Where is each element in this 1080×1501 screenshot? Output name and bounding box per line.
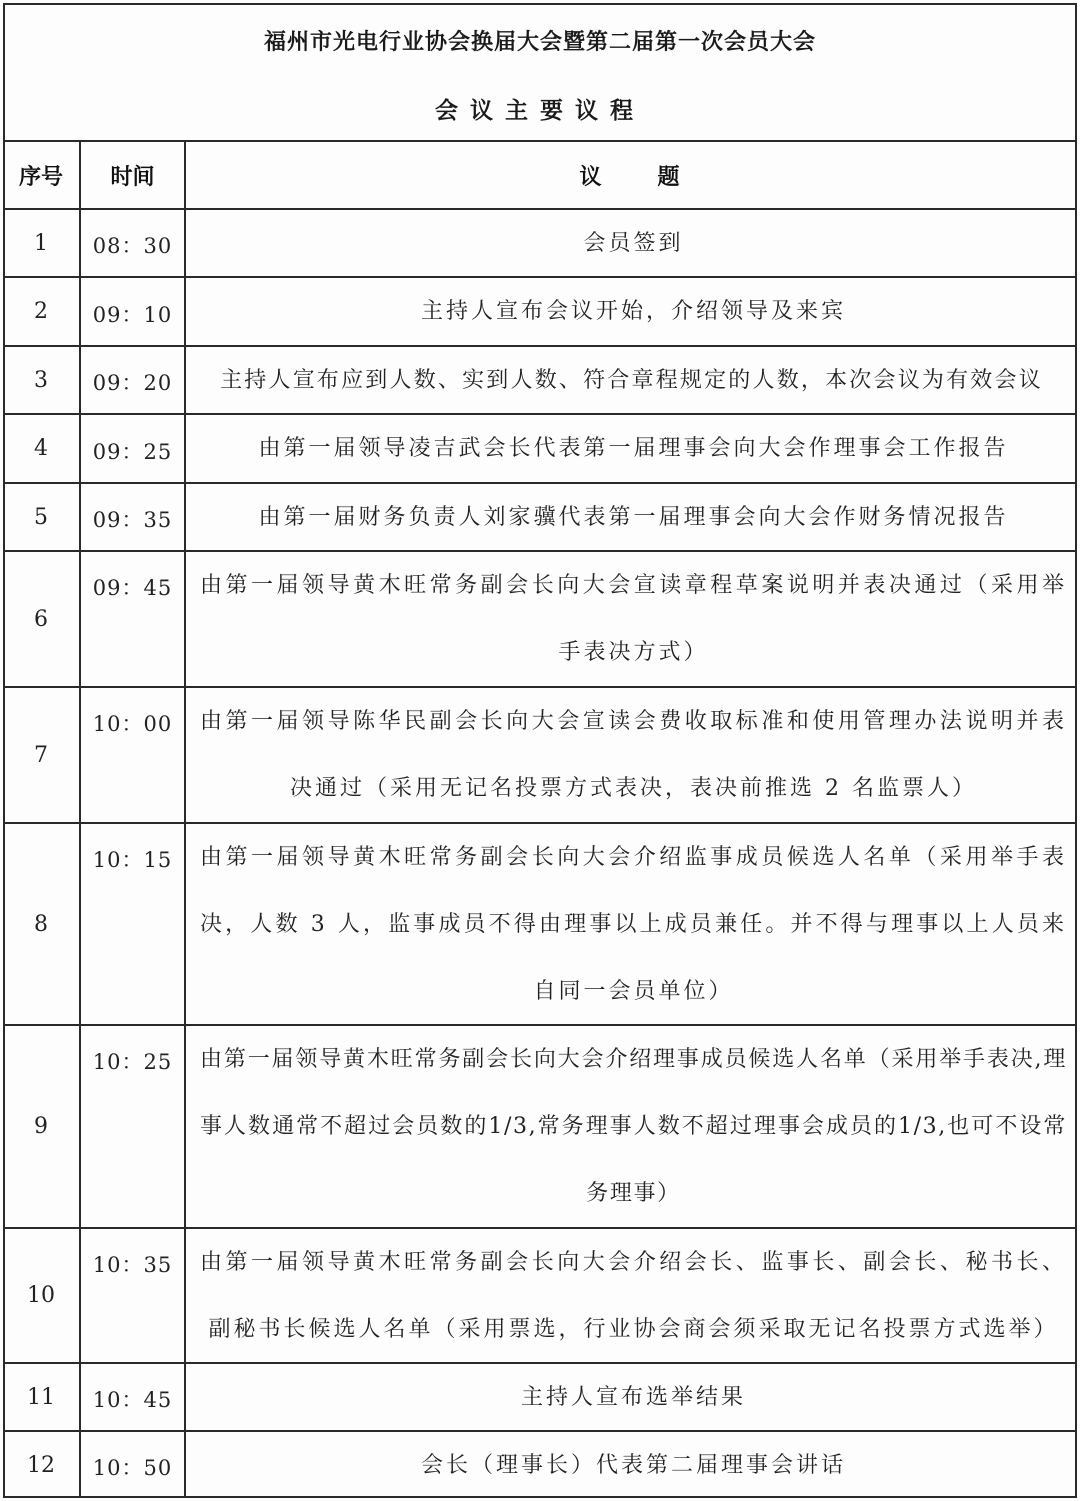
row-time-cell	[81, 210, 186, 276]
table-row	[3, 210, 1077, 278]
row-time: 08：30	[92, 234, 173, 258]
row-topic-cell	[186, 484, 1077, 550]
table-row	[3, 415, 1077, 484]
row-topic-cell	[186, 1026, 1077, 1227]
table-row	[3, 552, 1077, 688]
row-topic: 会长（理事长）代表第二届理事会讲话	[420, 1452, 846, 1478]
table-row	[3, 1432, 1077, 1498]
row-topic-cell	[186, 415, 1077, 482]
row-time-cell	[81, 1229, 186, 1362]
row-no: 12	[3, 1432, 81, 1498]
row-topic: 会员签到	[583, 230, 684, 256]
table-row	[3, 347, 1077, 415]
row-no: 5	[3, 484, 81, 550]
row-no: 4	[3, 415, 81, 482]
row-topic: 由第一届领导陈华民副会长向大会宣读会费收取标准和使用管理办法说明并表决通过（采用无记名投票方式表决，表决前推选 2 名监票人）	[200, 709, 1067, 801]
row-topic: 主持人宣布应到人数、实到人数、符合章程规定的人数，本次会议为有效会议	[220, 367, 1043, 393]
row-no: 3	[3, 347, 81, 413]
document-title: 福州市光电行业协会换届大会暨第二届第一次会员大会	[263, 30, 816, 55]
row-time-cell	[81, 552, 186, 686]
row-time: 09：20	[92, 371, 173, 395]
row-no: 9	[3, 1026, 81, 1227]
row-no: 6	[3, 552, 81, 686]
title-block	[3, 3, 1077, 142]
header-time: 时间	[81, 142, 186, 208]
row-time: 10：45	[92, 1388, 173, 1412]
row-time-cell	[81, 688, 186, 822]
row-topic-cell	[186, 278, 1077, 345]
table-row	[3, 278, 1077, 347]
row-time-cell	[81, 347, 186, 413]
row-topic: 由第一届财务负责人刘家骥代表第一届理事会向大会作财务情况报告	[258, 504, 1009, 530]
row-topic-cell	[186, 1364, 1077, 1430]
table-row	[3, 1026, 1077, 1229]
row-topic-cell	[186, 1229, 1077, 1362]
row-topic-cell	[186, 1432, 1077, 1498]
row-topic-cell	[186, 688, 1077, 822]
header-no: 序号	[3, 142, 81, 208]
row-time: 09：10	[92, 303, 173, 327]
row-time: 09：25	[92, 440, 173, 464]
table-row	[3, 484, 1077, 552]
row-topic: 由第一届领导黄木旺常务副会长向大会介绍理事成员候选人名单（采用举手表决,理事人数通常不超过会员数的1/3,常务理事人数不超过理事会成员的1/3,也可不设常务理事）	[200, 1047, 1067, 1206]
table-row	[3, 1229, 1077, 1364]
table-row	[3, 688, 1077, 824]
row-time: 09：35	[92, 508, 173, 532]
row-no: 10	[3, 1229, 81, 1362]
row-time: 10：15	[92, 848, 173, 872]
row-time-cell	[81, 484, 186, 550]
table-row	[3, 824, 1077, 1026]
document-subtitle: 会议主要议程	[435, 98, 645, 124]
row-no: 1	[3, 210, 81, 276]
row-topic: 由第一届领导凌吉武会长代表第一届理事会向大会作理事会工作报告	[258, 436, 1009, 461]
row-time-cell	[81, 1364, 186, 1430]
row-no: 7	[3, 688, 81, 822]
row-topic: 主持人宣布会议开始，介绍领导及来宾	[420, 299, 846, 324]
row-topic: 由第一届领导黄木旺常务副会长向大会介绍监事成员候选人名单（采用举手表决，人数 3 人，监事成员不得由理事以上成员兼任。并不得与理事以上人员来自同一会员单位）	[200, 844, 1067, 1004]
row-topic-cell	[186, 347, 1077, 413]
row-topic-cell	[186, 552, 1077, 686]
row-time-cell	[81, 1432, 186, 1498]
row-topic: 由第一届领导黄木旺常务副会长向大会介绍会长、监事长、副会长、秘书长、副秘书长候选人名单（采用票选，行业协会商会须采取无记名投票方式选举）	[200, 1249, 1067, 1342]
row-time: 10：00	[92, 712, 173, 736]
row-no: 11	[3, 1364, 81, 1430]
row-topic: 主持人宣布选举结果	[520, 1384, 746, 1410]
row-time: 10：50	[92, 1456, 173, 1480]
row-time-cell	[81, 1026, 186, 1227]
row-time: 10：25	[92, 1050, 173, 1074]
row-topic-cell	[186, 210, 1077, 276]
row-time-cell	[81, 278, 186, 345]
row-topic-cell	[186, 824, 1077, 1024]
row-no: 2	[3, 278, 81, 345]
row-no: 8	[3, 824, 81, 1024]
row-time-cell	[81, 824, 186, 1024]
row-time: 09：45	[92, 576, 173, 600]
row-time: 10：35	[92, 1253, 173, 1277]
table-row	[3, 1364, 1077, 1432]
header-topic: 议 题	[579, 164, 684, 190]
row-topic: 由第一届领导黄木旺常务副会长向大会宣读章程草案说明并表决通过（采用举手表决方式）	[200, 573, 1067, 665]
table-header-row	[3, 142, 1077, 210]
row-time-cell	[81, 415, 186, 482]
